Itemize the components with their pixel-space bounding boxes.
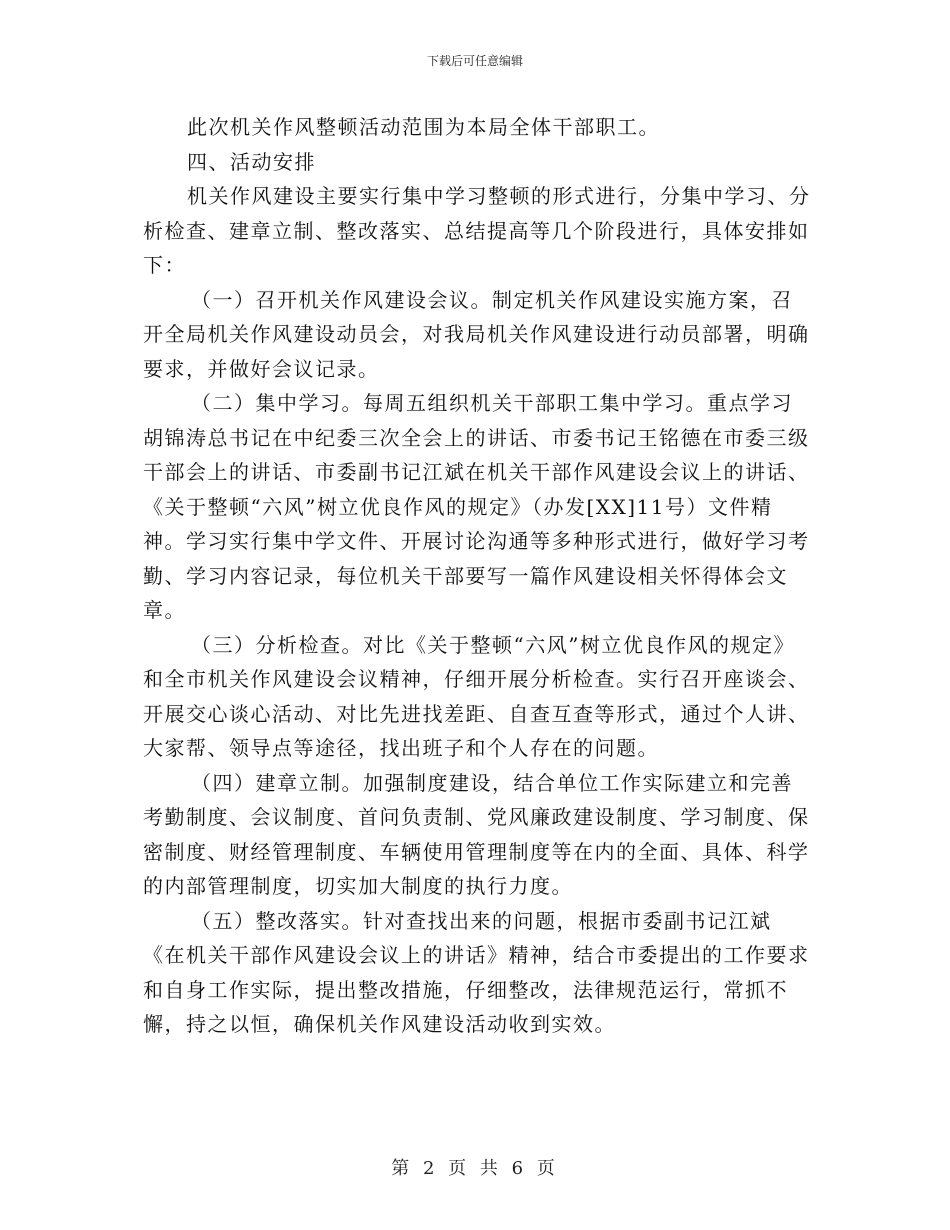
page-header: 下载后可任意编辑 [426,54,523,68]
paragraph-scope: 此次机关作风整顿活动范围为本局全体干部职工。 [187,115,660,139]
paragraph-item-1-meeting: （一）召开机关作风建设会议。制定机关作风建设实施方案，召开全局机关作风建设动员会，对我局机关作风建设进行动员部署，明确要求，并做好会议记录。 [143,287,810,381]
paragraph-item-5-rectification: （五）整改落实。针对查找出来的问题，根据市委副书记江斌《在机关干部作风建设会议上的讲话》精神，结合市委提出的工作要求和自身工作实际，提出整改措施，仔细整改，法律规范运行，常抓不懈，持之以恒，确保机关作风建设活动收到实效。 [143,908,810,1036]
paragraph-item-4-rules: （四）建章立制。加强制度建设，结合单位工作实际建立和完善考勤制度、会议制度、首问负责制、党风廉政建设制度、学习制度、保密制度、财经管理制度、车辆使用管理制度等在内的全面、具体、科学的内部管理制度，切实加大制度的执行力度。 [143,770,810,898]
paragraph-arrangement-intro: 机关作风建设主要实行集中学习整顿的形式进行，分集中学习、分析检查、建章立制、整改落实、总结提高等几个阶段进行，具体安排如下： [143,184,811,277]
paragraph-item-3-analysis: （三）分析检查。对比《关于整顿“六风”树立优良作风的规定》和全市机关作风建设会议精神，仔细开展分析检查。实行召开座谈会、开展交心谈心活动、对比先进找差距、自查互查等形式，通过个人讲、大家帮、领导点等途径，找出班子和个人存在的问题。 [143,632,810,760]
document-body [143,110,811,1042]
paragraph-item-2-study: （二）集中学习。每周五组织机关干部职工集中学习。重点学习胡锦涛总书记在中纪委三次全会上的讲话、市委书记王铭德在市委三级干部会上的讲话、市委副书记江斌在机关干部作风建设会议上的讲话、《关于整顿“六风”树立优良作风的规定》（办发[XX]11号）文件精神。学习实行集中学文件、开展讨论沟通等多种形式进行，做好学习考勤、学习内容记录，每位机关干部要写一篇作风建设相关怀得体会文章。 [143,391,810,622]
page-number: 第 2 页 共 6 页 [391,1158,559,1179]
section-heading-activity-arrangement: 四、活动安排 [187,149,316,174]
